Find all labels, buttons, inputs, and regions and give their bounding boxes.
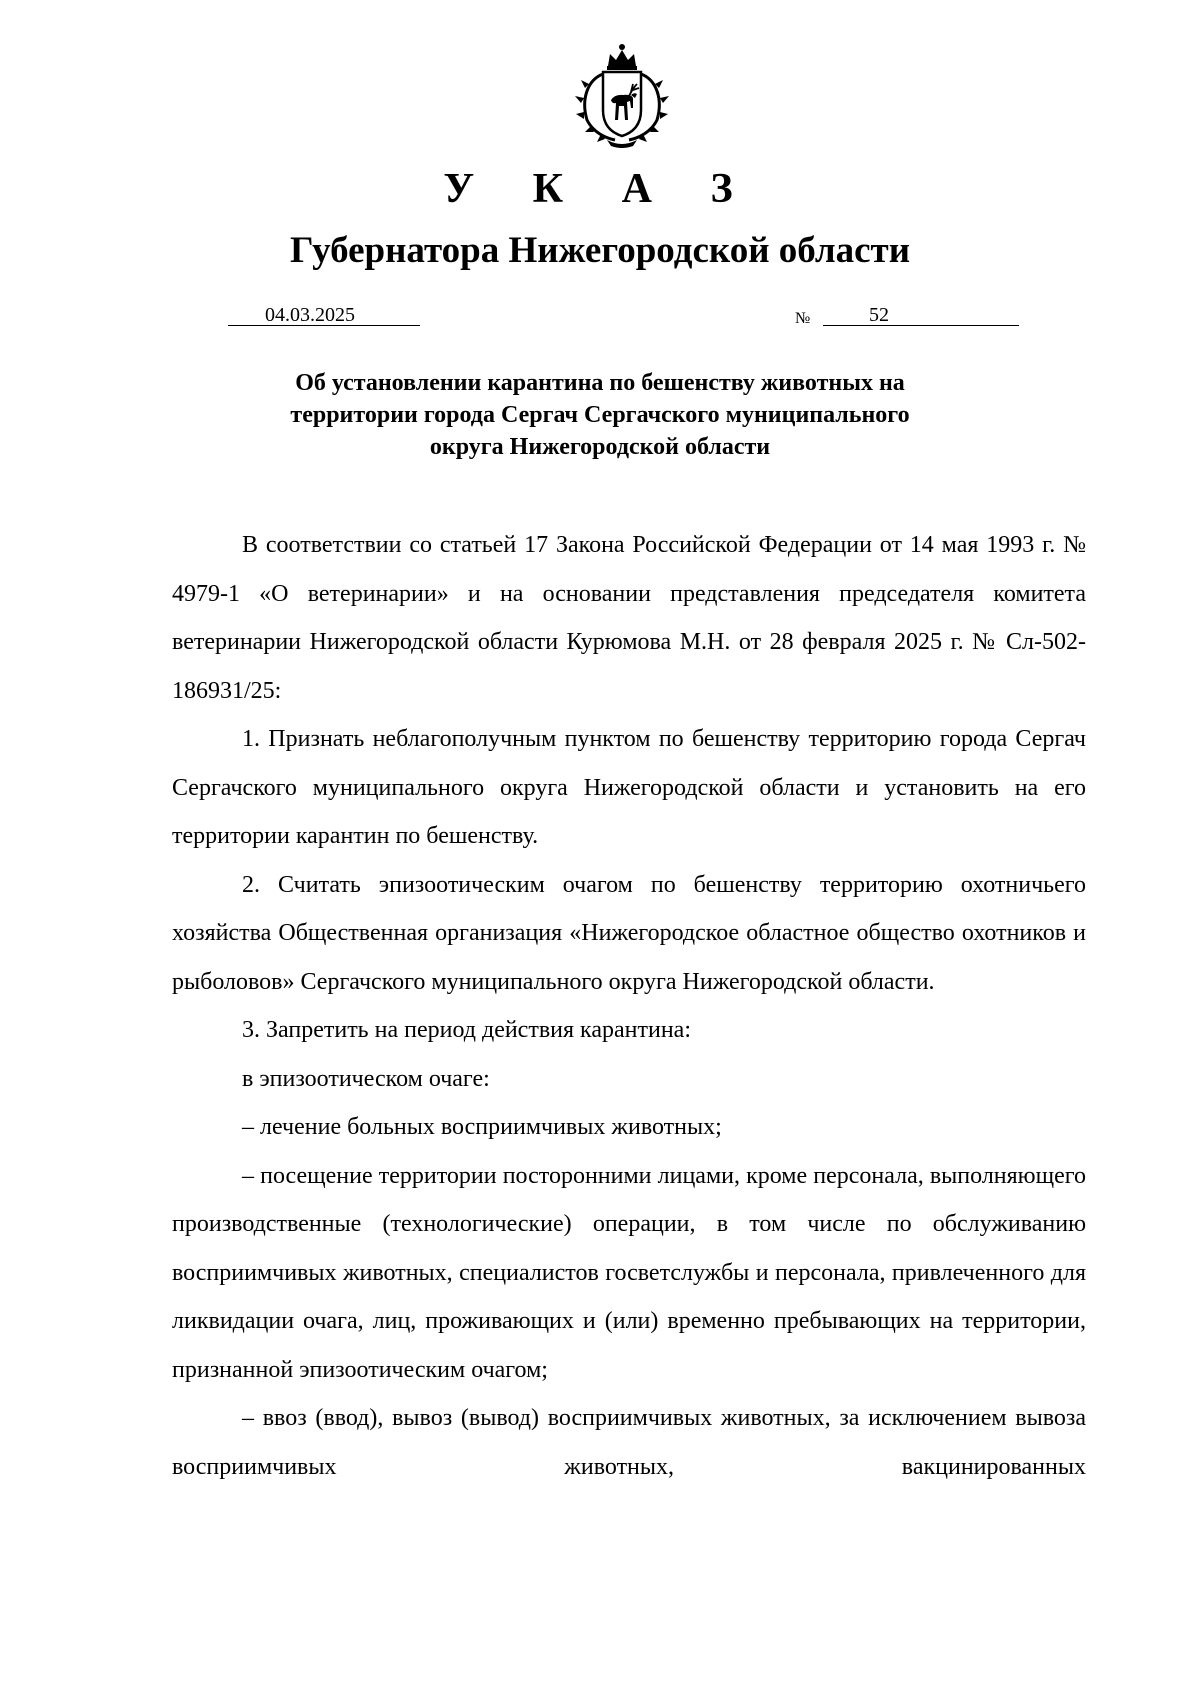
item-3-dash-2: – посещение территории посторонними лицами, кроме персонала, выполняющего производственные (технологические) операции, в том числе по обслуживанию восприимчивых животных, специалистов госветслужбы и персонала, привлеченного для ликвидации очага, лиц, проживающих и (или) временно пребывающих на территории, признанной эпизоотическим очагом;	[172, 1162, 1086, 1383]
decree-date: 04.03.2025	[265, 304, 355, 326]
number-sign: №	[795, 310, 811, 327]
item-1-paragraph: 1. Признать неблагополучным пунктом по бешенству территорию города Сергач Сергачского муниципального округа Нижегородской области и установить на его территории карантин по бешенству.	[172, 726, 1086, 849]
subject-line: территории города Сергач Сергачского муниципального	[290, 402, 910, 428]
item-3-dash-3: – ввоз (ввод), вывоз (вывод) восприимчивых животных, за исключением вывоза восприимчивых животных, вакцинированных	[172, 1405, 1086, 1480]
subject-line: Об установлении карантина по бешенству животных на	[295, 370, 905, 396]
item-2-paragraph: 2. Считать эпизоотическим очагом по бешенству территорию охотничьего хозяйства Общественная организация «Нижегородское областное общество охотников и рыболовов» Сергачского муниципального округа Нижегородской области.	[172, 871, 1086, 995]
item-3-scope-paragraph: в эпизоотическом очаге:	[242, 1065, 490, 1092]
preamble-paragraph: В соответствии со статьей 17 Закона Российской Федерации от 14 мая 1993 г. № 4979-1 «О ветеринарии» и на основании представления председателя комитета ветеринарии Нижегородской области Курюмова М.Н. от 28 февраля 2025 г. № Сл-502-186931/25:	[172, 532, 1086, 704]
subject-line: округа Нижегородской области	[429, 434, 771, 460]
item-3-paragraph: 3. Запретить на период действия карантина:	[242, 1017, 691, 1043]
decree-issuer: Губернатора Нижегородской области	[289, 230, 911, 271]
number-underline	[823, 325, 1019, 326]
coat-of-arms-icon	[567, 40, 677, 148]
decree-subject	[180, 367, 1020, 463]
decree-title: У К А З	[443, 166, 757, 212]
decree-body	[172, 521, 1086, 1491]
decree-number: 52	[869, 304, 889, 326]
item-3-dash-1: – лечение больных восприимчивых животных;	[242, 1114, 722, 1140]
